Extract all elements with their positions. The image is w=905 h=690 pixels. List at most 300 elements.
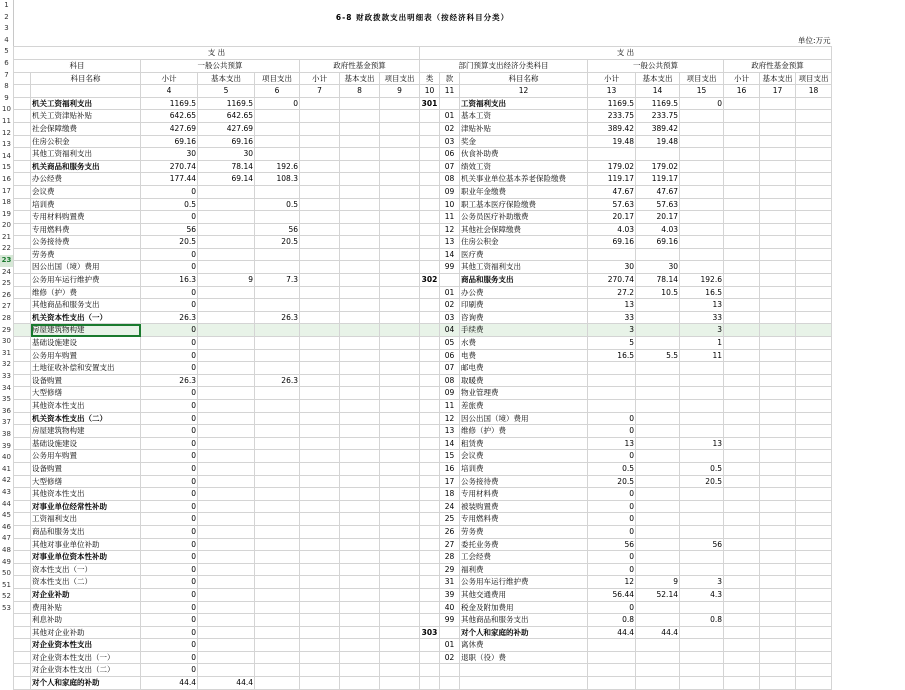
right-fund-basic[interactable] — [760, 563, 796, 576]
left-project[interactable] — [255, 299, 300, 312]
econ-subject-name[interactable]: 咨询费 — [460, 311, 588, 324]
right-fund-project[interactable] — [796, 122, 832, 135]
econ-section-code[interactable]: 99 — [440, 614, 460, 627]
row-number[interactable]: 8 — [4, 82, 9, 91]
left-fund-project[interactable] — [380, 462, 420, 475]
left-code-cell[interactable] — [14, 248, 31, 261]
row-number[interactable]: 30 — [2, 337, 11, 346]
left-fund-project[interactable] — [380, 425, 420, 438]
left-subtotal[interactable]: 0 — [141, 588, 198, 601]
right-empty[interactable] — [460, 664, 588, 677]
left-fund-project[interactable] — [380, 261, 420, 274]
left-code-cell[interactable] — [14, 450, 31, 463]
right-fund-basic[interactable] — [760, 148, 796, 161]
econ-class-code[interactable] — [420, 450, 440, 463]
left-subtotal[interactable]: 0 — [141, 500, 198, 513]
left-subject-name[interactable]: 对企业资本性支出 — [31, 639, 141, 652]
right-fund-project[interactable] — [796, 148, 832, 161]
econ-subject-name[interactable]: 劳务费 — [460, 525, 588, 538]
left-subtotal[interactable]: 1169.5 — [141, 97, 198, 110]
right-fund-basic[interactable] — [760, 651, 796, 664]
left-project[interactable] — [255, 185, 300, 198]
left-fund-project[interactable] — [380, 664, 420, 677]
left-subtotal[interactable]: 0 — [141, 248, 198, 261]
row-number[interactable]: 32 — [2, 360, 11, 369]
econ-class-code[interactable] — [420, 387, 440, 400]
left-fund-project[interactable] — [380, 211, 420, 224]
left-subject-name[interactable]: 公务用车运行维护费 — [31, 274, 141, 287]
econ-section-code[interactable]: 99 — [440, 261, 460, 274]
right-basic[interactable] — [636, 362, 680, 375]
right-fund-basic[interactable] — [760, 387, 796, 400]
right-fund-project[interactable] — [796, 500, 832, 513]
table-row[interactable] — [14, 450, 832, 463]
left-code-cell[interactable] — [14, 160, 31, 173]
left-fund-project[interactable] — [380, 651, 420, 664]
econ-class-code[interactable] — [420, 223, 440, 236]
right-fund-subtotal[interactable] — [724, 437, 760, 450]
right-project[interactable] — [680, 135, 724, 148]
row-number[interactable]: 33 — [2, 372, 11, 380]
row-number[interactable]: 28 — [2, 314, 11, 323]
right-fund-basic[interactable] — [760, 349, 796, 362]
left-subtotal[interactable]: 0.5 — [141, 198, 198, 211]
econ-class-code[interactable] — [420, 362, 440, 375]
right-project[interactable] — [680, 110, 724, 123]
econ-section-code[interactable]: 07 — [440, 362, 460, 375]
right-subtotal[interactable]: 179.02 — [588, 160, 636, 173]
row-number[interactable]: 11 — [2, 116, 11, 125]
left-project[interactable] — [255, 677, 300, 690]
right-subtotal[interactable]: 16.5 — [588, 349, 636, 362]
left-basic[interactable] — [198, 563, 255, 576]
left-basic[interactable]: 44.4 — [198, 677, 255, 690]
left-fund-subtotal[interactable] — [300, 223, 340, 236]
econ-class-code[interactable] — [420, 122, 440, 135]
left-subtotal[interactable]: 0 — [141, 563, 198, 576]
econ-class-code[interactable] — [420, 475, 440, 488]
econ-class-code[interactable] — [420, 173, 440, 186]
left-code-cell[interactable] — [14, 462, 31, 475]
left-project[interactable] — [255, 110, 300, 123]
left-subtotal[interactable]: 16.3 — [141, 274, 198, 287]
right-subtotal[interactable]: 0.8 — [588, 614, 636, 627]
left-fund-project[interactable] — [380, 148, 420, 161]
left-basic[interactable]: 642.65 — [198, 110, 255, 123]
econ-section-code[interactable]: 03 — [440, 311, 460, 324]
right-subtotal[interactable]: 47.67 — [588, 185, 636, 198]
right-fund-basic[interactable] — [760, 525, 796, 538]
right-fund-project[interactable] — [796, 173, 832, 186]
econ-section-code[interactable]: 11 — [440, 400, 460, 413]
left-subtotal[interactable]: 0 — [141, 651, 198, 664]
econ-section-code[interactable]: 12 — [440, 223, 460, 236]
right-fund-project[interactable] — [796, 160, 832, 173]
left-basic[interactable]: 9 — [198, 274, 255, 287]
left-fund-basic[interactable] — [340, 588, 380, 601]
right-fund-subtotal[interactable] — [724, 462, 760, 475]
right-project[interactable]: 13 — [680, 299, 724, 312]
row-number[interactable]: 15 — [2, 163, 11, 172]
right-fund-project[interactable] — [796, 324, 832, 337]
econ-class-code[interactable] — [420, 425, 440, 438]
right-fund-subtotal[interactable] — [724, 576, 760, 589]
econ-section-code[interactable]: 02 — [440, 122, 460, 135]
left-fund-basic[interactable] — [340, 664, 380, 677]
left-fund-subtotal[interactable] — [300, 488, 340, 501]
right-fund-project[interactable] — [796, 601, 832, 614]
econ-section-code[interactable]: 31 — [440, 576, 460, 589]
row-number[interactable]: 31 — [2, 348, 11, 357]
right-subtotal[interactable]: 5 — [588, 337, 636, 350]
right-basic[interactable] — [636, 525, 680, 538]
right-basic[interactable] — [636, 148, 680, 161]
left-fund-basic[interactable] — [340, 198, 380, 211]
econ-subject-name[interactable]: 职业年金缴费 — [460, 185, 588, 198]
left-fund-project[interactable] — [380, 437, 420, 450]
left-subtotal[interactable]: 0 — [141, 551, 198, 564]
left-fund-basic[interactable] — [340, 211, 380, 224]
left-basic[interactable] — [198, 525, 255, 538]
left-subject-name[interactable]: 设备购置 — [31, 374, 141, 387]
econ-class-code[interactable]: 302 — [420, 274, 440, 287]
econ-subject-name[interactable]: 公务员医疗补助缴费 — [460, 211, 588, 224]
right-fund-subtotal[interactable] — [724, 261, 760, 274]
right-basic[interactable] — [636, 488, 680, 501]
left-subject-name[interactable]: 商品和服务支出 — [31, 525, 141, 538]
right-fund-basic[interactable] — [760, 248, 796, 261]
econ-subject-name[interactable]: 租赁费 — [460, 437, 588, 450]
table-row[interactable] — [14, 626, 832, 639]
right-fund-basic[interactable] — [760, 374, 796, 387]
left-code-cell[interactable] — [14, 400, 31, 413]
econ-subject-name[interactable]: 维修（护）费 — [460, 425, 588, 438]
econ-subject-name[interactable]: 其他交通费用 — [460, 588, 588, 601]
left-fund-basic[interactable] — [340, 261, 380, 274]
econ-section-code[interactable]: 27 — [440, 538, 460, 551]
econ-subject-name[interactable]: 退职（役）费 — [460, 651, 588, 664]
right-fund-basic[interactable] — [760, 475, 796, 488]
left-fund-basic[interactable] — [340, 450, 380, 463]
right-basic[interactable] — [636, 563, 680, 576]
econ-subject-name[interactable]: 专用燃料费 — [460, 513, 588, 526]
right-fund-project[interactable] — [796, 110, 832, 123]
right-fund-project[interactable] — [796, 337, 832, 350]
left-code-cell[interactable] — [14, 488, 31, 501]
left-fund-subtotal[interactable] — [300, 450, 340, 463]
left-subtotal[interactable]: 69.16 — [141, 135, 198, 148]
left-basic[interactable]: 78.14 — [198, 160, 255, 173]
right-project[interactable] — [680, 122, 724, 135]
right-basic[interactable] — [636, 651, 680, 664]
left-fund-subtotal[interactable] — [300, 148, 340, 161]
econ-subject-name[interactable]: 医疗费 — [460, 248, 588, 261]
left-fund-basic[interactable] — [340, 135, 380, 148]
table-row[interactable] — [14, 23, 832, 35]
left-basic[interactable] — [198, 412, 255, 425]
left-project[interactable] — [255, 488, 300, 501]
econ-section-code[interactable]: 14 — [440, 437, 460, 450]
left-fund-subtotal[interactable] — [300, 160, 340, 173]
right-fund-project[interactable] — [796, 374, 832, 387]
right-fund-subtotal[interactable] — [724, 588, 760, 601]
right-basic[interactable]: 52.14 — [636, 588, 680, 601]
econ-subject-name[interactable]: 税金及附加费用 — [460, 601, 588, 614]
left-project[interactable] — [255, 576, 300, 589]
left-fund-subtotal[interactable] — [300, 110, 340, 123]
econ-section-code[interactable]: 26 — [440, 525, 460, 538]
right-fund-basic[interactable] — [760, 160, 796, 173]
left-code-cell[interactable] — [14, 387, 31, 400]
row-number[interactable]: 1 — [4, 1, 9, 9]
right-subtotal[interactable]: 0.5 — [588, 462, 636, 475]
left-project[interactable]: 20.5 — [255, 236, 300, 249]
right-project[interactable] — [680, 513, 724, 526]
left-fund-subtotal[interactable] — [300, 601, 340, 614]
table-row[interactable] — [14, 437, 832, 450]
left-fund-project[interactable] — [380, 198, 420, 211]
left-subject-name[interactable]: 公务接待费 — [31, 236, 141, 249]
left-fund-basic[interactable] — [340, 173, 380, 186]
left-fund-project[interactable] — [380, 374, 420, 387]
left-project[interactable] — [255, 122, 300, 135]
left-fund-project[interactable] — [380, 475, 420, 488]
right-subtotal[interactable]: 233.75 — [588, 110, 636, 123]
left-project[interactable] — [255, 462, 300, 475]
left-subtotal[interactable]: 0 — [141, 525, 198, 538]
right-empty[interactable] — [796, 664, 832, 677]
right-basic[interactable]: 233.75 — [636, 110, 680, 123]
table-row[interactable] — [14, 387, 832, 400]
row-number[interactable]: 37 — [2, 418, 11, 427]
econ-section-code[interactable]: 15 — [440, 450, 460, 463]
left-subject-name[interactable]: 基础设施建设 — [31, 437, 141, 450]
right-project[interactable] — [680, 425, 724, 438]
right-fund-basic[interactable] — [760, 588, 796, 601]
right-fund-project[interactable] — [796, 349, 832, 362]
row-number[interactable]: 40 — [2, 453, 11, 462]
row-number[interactable]: 21 — [2, 232, 11, 241]
row-number[interactable]: 5 — [4, 47, 9, 56]
left-fund-project[interactable] — [380, 274, 420, 287]
left-fund-subtotal[interactable] — [300, 211, 340, 224]
right-fund-subtotal[interactable] — [724, 148, 760, 161]
left-subject-name[interactable]: 机关工资福利支出 — [31, 97, 141, 110]
left-fund-basic[interactable] — [340, 551, 380, 564]
worksheet-grid[interactable] — [13, 0, 832, 690]
econ-class-code[interactable] — [420, 337, 440, 350]
left-subject-name[interactable]: 因公出国（境）费用 — [31, 261, 141, 274]
table-row[interactable] — [14, 261, 832, 274]
econ-section-code[interactable]: 12 — [440, 412, 460, 425]
left-basic[interactable] — [198, 400, 255, 413]
left-fund-project[interactable] — [380, 311, 420, 324]
left-fund-basic[interactable] — [340, 248, 380, 261]
table-row[interactable] — [14, 588, 832, 601]
right-basic[interactable]: 44.4 — [636, 626, 680, 639]
right-empty[interactable] — [796, 677, 832, 690]
left-project[interactable] — [255, 563, 300, 576]
right-subtotal[interactable]: 69.16 — [588, 236, 636, 249]
left-code-cell[interactable] — [14, 677, 31, 690]
left-basic[interactable] — [198, 450, 255, 463]
right-project[interactable] — [680, 500, 724, 513]
left-basic[interactable] — [198, 488, 255, 501]
left-fund-basic[interactable] — [340, 651, 380, 664]
left-fund-project[interactable] — [380, 387, 420, 400]
econ-subject-name[interactable]: 基本工资 — [460, 110, 588, 123]
left-subject-name[interactable]: 大型修缮 — [31, 387, 141, 400]
econ-class-code[interactable]: 303 — [420, 626, 440, 639]
right-subtotal[interactable] — [588, 148, 636, 161]
econ-subject-name[interactable]: 公务接待费 — [460, 475, 588, 488]
left-subtotal[interactable]: 0 — [141, 664, 198, 677]
econ-subject-name[interactable]: 会议费 — [460, 450, 588, 463]
left-project[interactable] — [255, 588, 300, 601]
left-basic[interactable] — [198, 374, 255, 387]
left-code-cell[interactable] — [14, 437, 31, 450]
left-fund-subtotal[interactable] — [300, 97, 340, 110]
right-basic[interactable]: 20.17 — [636, 211, 680, 224]
econ-section-code[interactable]: 06 — [440, 148, 460, 161]
left-basic[interactable] — [198, 538, 255, 551]
left-code-cell[interactable] — [14, 223, 31, 236]
right-empty[interactable] — [724, 677, 760, 690]
econ-class-code[interactable] — [420, 148, 440, 161]
table-row[interactable] — [14, 248, 832, 261]
left-basic[interactable] — [198, 513, 255, 526]
table-row[interactable] — [14, 551, 832, 564]
left-subtotal[interactable]: 44.4 — [141, 677, 198, 690]
left-fund-project[interactable] — [380, 551, 420, 564]
left-fund-subtotal[interactable] — [300, 525, 340, 538]
data-table[interactable] — [13, 0, 832, 690]
right-empty[interactable] — [440, 664, 460, 677]
left-project[interactable]: 0 — [255, 97, 300, 110]
left-project[interactable] — [255, 362, 300, 375]
right-fund-subtotal[interactable] — [724, 349, 760, 362]
right-fund-basic[interactable] — [760, 286, 796, 299]
left-subject-name[interactable]: 资本性支出（一） — [31, 563, 141, 576]
right-subtotal[interactable]: 0 — [588, 551, 636, 564]
right-project[interactable]: 20.5 — [680, 475, 724, 488]
econ-subject-name[interactable]: 取暖费 — [460, 374, 588, 387]
table-row[interactable] — [14, 651, 832, 664]
right-fund-project[interactable] — [796, 488, 832, 501]
left-fund-basic[interactable] — [340, 538, 380, 551]
left-fund-project[interactable] — [380, 513, 420, 526]
left-fund-subtotal[interactable] — [300, 664, 340, 677]
econ-class-code[interactable] — [420, 135, 440, 148]
left-fund-project[interactable] — [380, 525, 420, 538]
left-project[interactable] — [255, 400, 300, 413]
table-row[interactable] — [14, 0, 832, 12]
left-fund-project[interactable] — [380, 412, 420, 425]
right-subtotal[interactable] — [588, 374, 636, 387]
left-fund-project[interactable] — [380, 324, 420, 337]
row-number[interactable]: 49 — [2, 557, 11, 566]
econ-section-code[interactable]: 28 — [440, 551, 460, 564]
left-code-cell[interactable] — [14, 425, 31, 438]
left-fund-project[interactable] — [380, 362, 420, 375]
left-code-cell[interactable] — [14, 349, 31, 362]
right-project[interactable] — [680, 362, 724, 375]
left-fund-subtotal[interactable] — [300, 538, 340, 551]
left-fund-project[interactable] — [380, 500, 420, 513]
econ-section-code[interactable]: 10 — [440, 198, 460, 211]
left-subtotal[interactable]: 0 — [141, 337, 198, 350]
table-row[interactable] — [14, 85, 832, 98]
econ-subject-name[interactable]: 专用材料费 — [460, 488, 588, 501]
table-row[interactable] — [14, 601, 832, 614]
left-project[interactable] — [255, 614, 300, 627]
table-row[interactable] — [14, 677, 832, 690]
left-code-cell[interactable] — [14, 412, 31, 425]
row-number[interactable]: 47 — [2, 534, 11, 543]
econ-section-code[interactable]: 01 — [440, 639, 460, 652]
left-subtotal[interactable]: 0 — [141, 211, 198, 224]
right-fund-subtotal[interactable] — [724, 387, 760, 400]
right-fund-subtotal[interactable] — [724, 626, 760, 639]
left-subject-name[interactable]: 大型修缮 — [31, 475, 141, 488]
left-subject-name[interactable]: 机关工资津贴补贴 — [31, 110, 141, 123]
right-project[interactable] — [680, 148, 724, 161]
right-project[interactable] — [680, 563, 724, 576]
econ-section-code[interactable]: 03 — [440, 135, 460, 148]
left-project[interactable]: 56 — [255, 223, 300, 236]
econ-class-code[interactable] — [420, 311, 440, 324]
left-fund-basic[interactable] — [340, 437, 380, 450]
left-fund-project[interactable] — [380, 538, 420, 551]
left-code-cell[interactable] — [14, 286, 31, 299]
left-subject-name[interactable]: 其他对企业补助 — [31, 626, 141, 639]
row-number-gutter[interactable] — [0, 0, 14, 641]
econ-section-code[interactable]: 17 — [440, 475, 460, 488]
econ-section-code[interactable]: 16 — [440, 462, 460, 475]
right-project[interactable] — [680, 551, 724, 564]
right-basic[interactable] — [636, 601, 680, 614]
left-basic[interactable] — [198, 185, 255, 198]
right-fund-subtotal[interactable] — [724, 362, 760, 375]
row-number[interactable]: 6 — [4, 58, 9, 67]
left-fund-project[interactable] — [380, 286, 420, 299]
left-fund-subtotal[interactable] — [300, 614, 340, 627]
left-subject-name[interactable]: 设备购置 — [31, 462, 141, 475]
econ-subject-name[interactable]: 工资福利支出 — [460, 97, 588, 110]
right-fund-basic[interactable] — [760, 513, 796, 526]
left-fund-basic[interactable] — [340, 500, 380, 513]
left-fund-basic[interactable] — [340, 324, 380, 337]
right-subtotal[interactable]: 389.42 — [588, 122, 636, 135]
right-basic[interactable]: 389.42 — [636, 122, 680, 135]
right-subtotal[interactable]: 44.4 — [588, 626, 636, 639]
econ-section-code[interactable]: 02 — [440, 651, 460, 664]
econ-subject-name[interactable]: 机关事业单位基本养老保险缴费 — [460, 173, 588, 186]
right-empty[interactable] — [680, 677, 724, 690]
row-number[interactable]: 3 — [4, 24, 9, 33]
left-subtotal[interactable]: 0 — [141, 425, 198, 438]
left-subtotal[interactable]: 0 — [141, 538, 198, 551]
left-basic[interactable]: 1169.5 — [198, 97, 255, 110]
left-project[interactable] — [255, 425, 300, 438]
left-fund-basic[interactable] — [340, 576, 380, 589]
right-subtotal[interactable]: 19.48 — [588, 135, 636, 148]
right-fund-project[interactable] — [796, 211, 832, 224]
left-code-cell[interactable] — [14, 236, 31, 249]
left-subject-name[interactable]: 公务用车购置 — [31, 349, 141, 362]
left-fund-subtotal[interactable] — [300, 651, 340, 664]
row-number[interactable]: 50 — [2, 569, 11, 578]
